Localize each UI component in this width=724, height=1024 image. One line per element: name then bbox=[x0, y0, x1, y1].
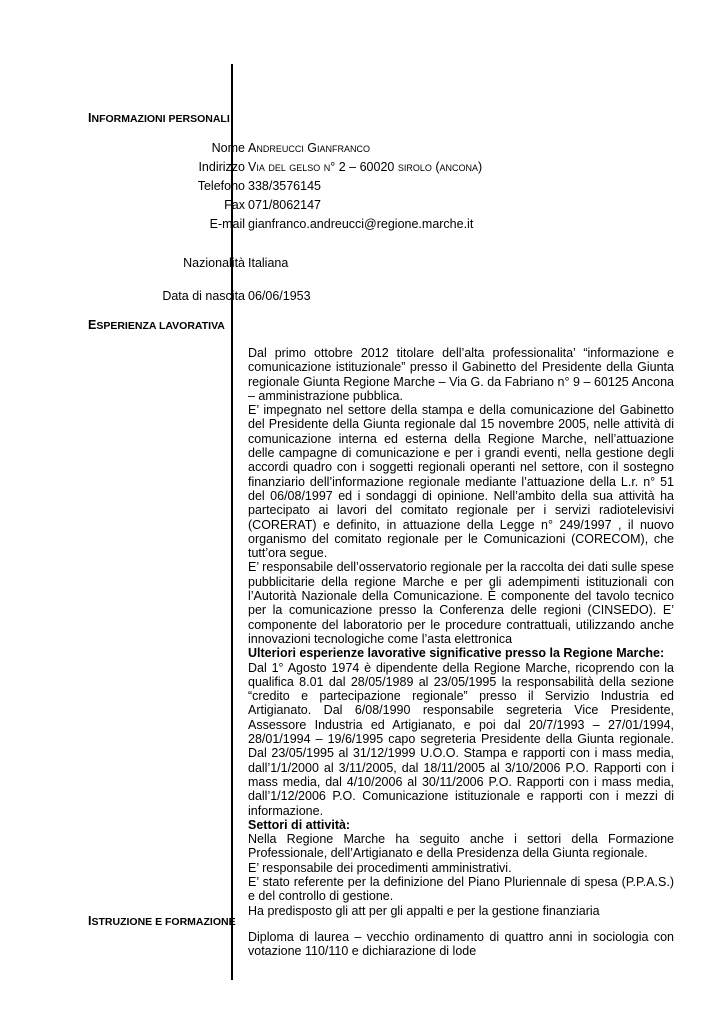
name-label: Nome bbox=[211, 141, 245, 155]
birth-date-label: Data di nascita bbox=[162, 289, 245, 303]
section-heading-education bbox=[88, 914, 236, 928]
birth-date-value: 06/06/1953 bbox=[248, 289, 311, 303]
email-value: gianfranco.andreucci@regione.marche.it bbox=[248, 217, 474, 231]
section-heading-initial: I bbox=[88, 914, 92, 928]
work-subheading: Settori di attività: bbox=[248, 817, 351, 832]
address-value: Via del gelso n° 2 – 60020 sirolo (ancona) bbox=[248, 160, 483, 174]
phone-label: Telefono bbox=[197, 179, 245, 193]
section-heading-rest: SPERIENZA LAVORATIVA bbox=[96, 320, 225, 332]
work-paragraph: E’ responsabile dell’osservatorio regionale per la raccolta dei dati sulle spese pubblicitarie della regione Marche e per gli adempimenti istituzionali con l’Autorità Nazionale della Comunicazione. È componente del tavolo tecnico per la comunicazione presso la Conferenza delle regioni (CINSEDO). E’ componente del laboratorio per le procedure contrattuali, utilizzando anche innovazioni tecnologiche come l’asta elettronica bbox=[248, 560, 674, 646]
section-heading-personal-info bbox=[88, 111, 230, 125]
education-paragraph: Diploma di laurea – vecchio ordinamento di quattro anni in sociologia con votazione 110/110 e dichiarazione di lode bbox=[248, 930, 674, 959]
work-paragraph: Dal primo ottobre 2012 titolare dell’alta professionalita’ “informazione e comunicazione istituzionale” presso il Gabinetto del Presidente della Giunta regionale Giunta Regione Marche – Via G. da Fabriano n° 9 – 60125 Ancona – amministrazione pubblica. bbox=[248, 346, 674, 403]
nationality-label: Nazionalità bbox=[183, 256, 245, 270]
work-paragraph: E’ impegnato nel settore della stampa e della comunicazione del Gabinetto del Presidente della Giunta regionale dal 15 novembre 2005, nelle attività di comunicazione interna ed esterna della Regione Marche, nell’attuazione delle campagne di comunicazione e per i grandi eventi, nella gestione degli accordi quadro con i soggetti regionali operanti nel settore, con il sostegno finanziario dell’informazione regionale mediante l’attuazione della L.r. n° 51 del 06/08/1997 ed i sondaggi di opinione. Nell’ambito della sua attività ha partecipato ai lavori del comitato regionale per i servizi radiotelevisivi (CORERAT) e definito, in attuazione della Legge n° 249/1997 , il nuovo organismo del comitato regionale per le Comunicazioni (CORECOM), che tutt’ora segue. bbox=[248, 403, 674, 561]
email-label: E-mail bbox=[209, 217, 245, 231]
fax-label: Fax bbox=[224, 198, 245, 212]
section-heading-initial: I bbox=[88, 111, 92, 125]
section-heading-initial: E bbox=[88, 318, 97, 332]
fax-value: 071/8062147 bbox=[248, 198, 321, 212]
address-label: Indirizzo bbox=[198, 160, 245, 174]
work-paragraph: E’ stato referente per la definizione del Piano Pluriennale di spesa (P.P.A.S.) e del controllo di gestione. bbox=[248, 874, 674, 904]
section-heading-rest: NFORMAZIONI PERSONALI bbox=[91, 113, 230, 125]
work-paragraph: E’ responsabile dei procedimenti amministrativi. bbox=[248, 860, 512, 875]
section-heading-rest: STRUZIONE E FORMAZIONE bbox=[91, 916, 236, 928]
work-paragraph: Nella Regione Marche ha seguito anche i settori della Formazione Professionale, dell’Artigianato e della Presidenza della Giunta regionale. bbox=[248, 832, 674, 861]
name-value: Andreucci Gianfranco bbox=[248, 141, 371, 155]
phone-value: 338/3576145 bbox=[248, 179, 321, 193]
work-subheading: Ulteriori esperienze lavorative significative presso la Regione Marche: bbox=[248, 646, 665, 661]
section-heading-work-experience bbox=[88, 318, 225, 332]
nationality-value: Italiana bbox=[248, 256, 289, 270]
education-text bbox=[248, 930, 674, 959]
work-experience-text bbox=[248, 346, 674, 918]
work-paragraph: Ha predisposto gli att per gli appalti e per la gestione finanziaria bbox=[248, 903, 600, 918]
work-paragraph: Dal 1° Agosto 1974 è dipendente della Regione Marche, ricoprendo con la qualifica 8.01 dal 28/05/1989 al 23/05/1995 la responsabilità della sezione “credito e partecipazione regionale” presso il Servizio Industria ed Artigianato. Dal 6/08/1990 responsabile segreteria Vice Presidente, Assessore Industria ed Artigianato, e poi dal 20/7/1993 – 27/01/1994, 28/01/1994 – 19/6/1995 capo segreteria Presidente della Giunta regionale. Dal 23/05/1995 al 31/12/1999 U.O.O. Stampa e rapporti con i mass media, dall’1/1/2000 al 3/11/2005, dal 18/11/2005 al 3/10/2006 P.O. Rapporti con i mass media, dal 4/10/2006 al 30/11/2006 P.O. Rapporti con i mass media, dall’1/12/2006 P.O. Comunicazione istituzionale e rapporti con i mezzi di informazione. bbox=[248, 660, 674, 818]
